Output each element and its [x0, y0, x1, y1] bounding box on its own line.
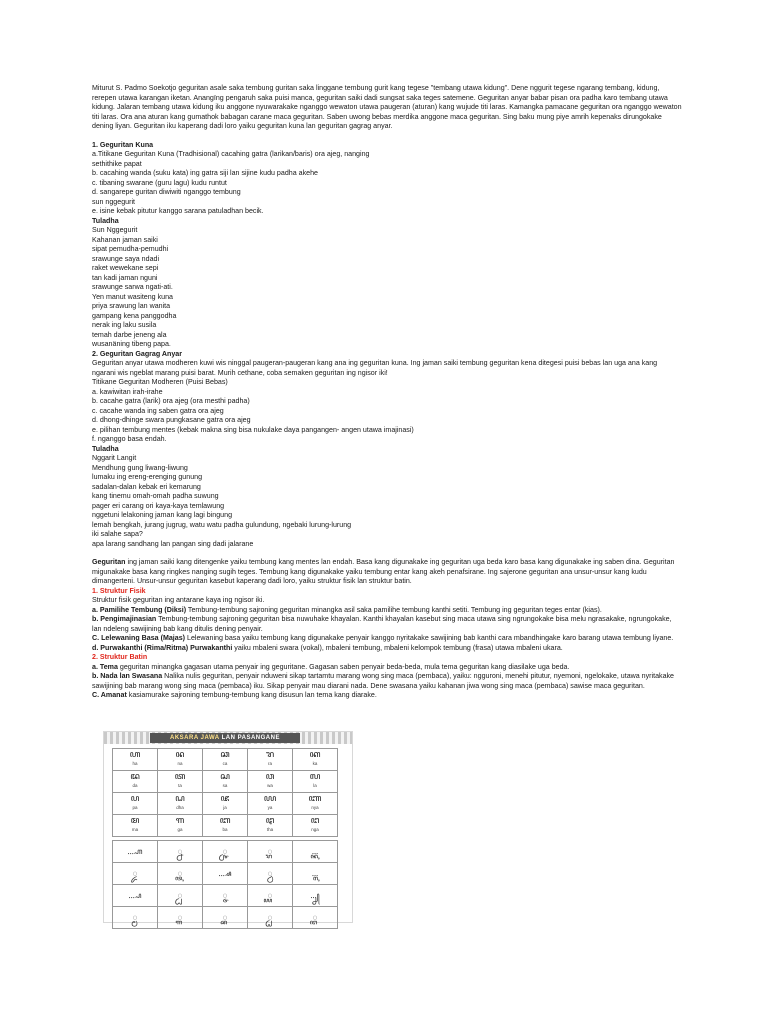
poem-line: Sun Nggegurit: [92, 226, 138, 234]
pasangan-cell: [203, 841, 248, 863]
pasangan-glyph: …꧀ꦲ: [127, 847, 143, 856]
aksara-cell: [158, 771, 203, 793]
aksara-cell: [248, 815, 293, 837]
aksara-latin: ra: [267, 761, 272, 766]
fisik-item: [92, 615, 682, 634]
aksara-glyph: ꦠ: [174, 772, 186, 782]
aksara-cell: [248, 793, 293, 815]
poem-line: wusanäning tibeng papa.: [92, 340, 171, 348]
poem-line: srawunge sarwa ngati-ati.: [92, 283, 173, 291]
aksara-glyph: ꦥ: [130, 794, 140, 804]
list-item: e. isine kebak pitutur kanggo sarana patuladhan becik.: [92, 207, 264, 215]
fisik-item: [92, 634, 682, 644]
item-text: Tembung-tembung sajroning geguritan minangka asil saka pamilihe tembung kanthi setiti. Tembung ing geguritan teges entar (kias).: [186, 605, 602, 614]
list-item: a. kawiwitan irah-irahe: [92, 387, 163, 396]
pasangan-glyph: ꧀ꦪ: [267, 891, 273, 900]
aksara-latin: tha: [266, 827, 274, 832]
batin-item: [92, 672, 682, 691]
pasangan-glyph: ꧀ꦤ: [177, 847, 183, 856]
item-text: Lelewaning basa yaiku tembung kang digunakake penyair kanggo nyritakake sawijining bab kanthi cara mbandhingake karo barang utawa tembung liyane.: [185, 634, 674, 642]
poem-anyar: [92, 454, 682, 549]
aksara-glyph: ꦮ: [265, 772, 275, 782]
definition-paragraph: [92, 558, 682, 587]
list-item: a.Titikane Geguritan Kuna (Tradhisional) cacahing gatra (larikan/baris) ora ajeg, nanging: [92, 150, 370, 158]
poem-line: sipat pemudha-pemudhi: [92, 245, 169, 253]
pasangan-cell: [158, 841, 203, 863]
poem-line: nggetuni lelakoning jaman kang lagi bingung: [92, 511, 233, 519]
aksara-glyph: ꦭ: [309, 772, 321, 782]
pasangan-glyph: …꧀ꦚ: [310, 891, 320, 900]
definition-term: Geguritan: [92, 558, 126, 566]
poem-line: kang tinemu omah-omah padha suwung: [92, 492, 219, 500]
poem-line: lumaku ing ereng-erenging gunung: [92, 473, 203, 481]
aksara-latin: la: [313, 783, 317, 788]
aksara-latin: ha: [132, 761, 138, 766]
list-item: f. nganggo basa endah.: [92, 435, 167, 443]
aksara-cell: [293, 749, 338, 771]
aksara-cell: [293, 771, 338, 793]
document-body: [92, 84, 682, 701]
section-heading-anyar: 2. Geguritan Gagrag Anyar: [92, 349, 183, 358]
item-term: d. Purwakanthi (Rima/Ritma) Purwakanthi: [92, 643, 233, 652]
poem-line: priya srawung lan wanita: [92, 302, 171, 310]
banner-highlight: AKSARA JAWA: [170, 735, 220, 741]
poem-line: Kahanan jaman saiki: [92, 235, 158, 244]
figure-banner: [150, 733, 300, 743]
aksara-cell: [203, 793, 248, 815]
aksara-cell: [293, 815, 338, 837]
aksara-table: [112, 748, 338, 837]
aksara-glyph: ꦱ: [220, 772, 230, 782]
item-text: geguritan minangka gagasan utama penyair ing geguritane. Gagasan saben penyair beda-beda, mula tema geguritan kang diasilake uga beda.: [117, 662, 570, 671]
aksara-latin: da: [132, 783, 138, 788]
item-term: a. Pamilihe Tembung (Diksi): [92, 605, 187, 614]
item-term: b. Pengimajinasian: [92, 615, 157, 623]
item-term: C. Amanat: [92, 691, 127, 699]
poem-line: srawunge saya ndadi: [92, 254, 160, 263]
banner-rest: LAN PASANGANE: [219, 735, 280, 741]
section-heading-batin: 2. Struktur Batin: [92, 653, 148, 661]
aksara-glyph: ꦢ: [130, 772, 140, 782]
pasangan-glyph: ꧀ꦫ: [267, 847, 273, 856]
pasangan-glyph: ꧀ꦗ: [222, 891, 228, 900]
item-text: Nalika nulis geguritan, penyair nduweni sikap tartamtu marang wong sing maca (pembaca), yaiku: ngguroni, menehi pitutur, nyemoni, ngelokake, utawa nyritakake sawijining bab marang wong sing maca (pembaca) iku. Sikap penyair mau diarani nada. Dene swasana yaiku kahanan jiwa wong sing maca (pembaca) sawise maca geguritan.: [92, 672, 675, 690]
aksara-latin: nga: [311, 827, 319, 832]
aksara-latin: na: [177, 761, 183, 766]
pasangan-glyph: ꧀ꦩ: [132, 913, 138, 922]
pasangan-cell: [203, 863, 248, 885]
poem-line: Yen manut wasiteng kuna: [92, 292, 173, 301]
item-term: b. Nada lan Swasana: [92, 672, 163, 680]
aksara-latin: sa: [222, 783, 228, 788]
pasangan-glyph: ꧀ꦢ: [132, 869, 138, 878]
aksara-glyph: ꦏ: [309, 750, 321, 760]
pasangan-cell: [113, 885, 158, 907]
item-term: C. Lelewaning Basa (Majas): [92, 634, 186, 642]
pasangan-cell: [203, 885, 248, 907]
aksara-glyph: ꦔ: [310, 816, 320, 826]
poem-line: temah darbe jeneng ala: [92, 330, 167, 339]
aksara-latin: dha: [176, 805, 184, 810]
poem-line: Nggarit Langit: [92, 454, 137, 462]
pasangan-cell: [248, 841, 293, 863]
aksara-latin: ma: [131, 827, 139, 832]
aksara-latin: wa: [267, 783, 273, 788]
pasangan-cell: [293, 863, 338, 885]
list-item: c. cacahe wanda ing saben gatra ora ajeg: [92, 406, 224, 415]
aksara-latin: nya: [311, 805, 319, 810]
aksara-latin: ca: [222, 761, 228, 766]
example-label: Tuladha: [92, 444, 119, 453]
item-term: a. Tema: [92, 662, 118, 671]
pasangan-cell: [113, 841, 158, 863]
fisik-item: [92, 644, 682, 654]
aksara-glyph: ꦤ: [175, 750, 185, 760]
intro-paragraph: Miturut S. Padmo Soekotjo geguritan asale saka tembung guritan saka linggane tembung gurit kang tegese "tembang utawa kidung". Dene nggurit tegese ngarang tembang, kidung, rerepen utawa karangan iketan. Anangïng pengaruh saka puisi manca, geguritan saiki dadi sungsat saka teges satemene. Geguritan anyar babar pisan ora padha karo tembang utawa kidung. Jalaran tembang utawa kidung iku anggone nyuwarakake nganggo wewaton utawa paugeran (aturan) kang wujude titi laras. Kamangka pamacane geguritan ora nganggo wewaton titi laras. Ora ana aturan kang gumathok babagan carane maca geguritan. Saben uwong bebas merdika anggone maca geguritan. Sing baku mung piye amrih kepenaks dirungokake dening liyan. Geguritan iku kaperang dadi loro yaiku geguritan kuna lan geguritan gagrag anyar.: [92, 84, 682, 130]
aksara-latin: ba: [222, 827, 228, 832]
definition-text: ing jaman saiki kang ditengenke yaiku tembung kang mentes lan endah. Basa kang digunakake ing geguritan uga beda karo basa kang digunakake ing saben dina. Geguritan migunakake basa kang ringkes nanging sugih teges. Tembung kang digunakake yaiku tembung entar kang akeh penafsirane. Ing sajerone geguritan ana unsur-unsur kang kudu dimangerteni. Unsur-unsur geguritan kasebut kaperang dadi loro, yaiku struktur fisik lan struktur batin.: [92, 558, 675, 585]
item-text: yaiku mbaleni swara (vokal), mbaleni tembung, mbaleni kelompok tembung (frasa) utawa mbaleni ukara.: [232, 643, 563, 652]
pasangan-cell: [158, 863, 203, 885]
pasangan-glyph: ꧀ꦧ: [222, 913, 228, 922]
pasangan-glyph: ꧀ꦝ: [177, 891, 183, 900]
aksara-latin: ya: [267, 805, 273, 810]
list-item: sethithike papat: [92, 159, 142, 168]
aksara-cell: [203, 815, 248, 837]
list-item: d. sangarepe guritan diwiwiti nganggo tembung: [92, 188, 241, 196]
aksara-glyph: ꦒ: [175, 816, 185, 826]
kuna-list: [92, 150, 682, 217]
item-text: Tembung-tembung sajroning geguritan bisa nuwuhake khayalan. Kanthi khayalan kasebut sing maca utawa sing ngrungokake bisa melu ngrasakake, ngrungokake, lan ndeleng sawijining bab kang ditulis dening penyair.: [92, 615, 672, 633]
aksara-cell: [113, 771, 158, 793]
pasangan-glyph: …꧀ꦭ: [311, 869, 319, 878]
aksara-cell: [248, 749, 293, 771]
anyar-intro: Geguritan anyar utawa modheren kuwi wis ninggal paugeran-paugeran kang ana ing geguritan kuna. Ing jaman saiki tembung geguritan kena ditegesi puisi bebas lan uga ana kang ngarani wis ngeblat marang puisi barat. Murih cethane, coba semaken geguritan ing ngisor iki!: [92, 359, 658, 377]
aksara-latin: ta: [178, 783, 182, 788]
list-item: Titikane Geguritan Modheren (Puisi Bebas): [92, 378, 228, 386]
aksara-glyph: ꦫ: [265, 750, 275, 760]
pasangan-glyph: ꧀ꦔ: [312, 913, 318, 922]
fisik-item: [92, 606, 682, 616]
item-text: kasiamurake sajroning tembung-tembung kang disusun lan tema kang diarake.: [126, 691, 377, 699]
poem-line: lemah bengkah, jurang jugrug, watu watu padha gulundung, ngebaki lurung-lurung: [92, 520, 352, 529]
poem-line: nerak ing laku susila: [92, 321, 157, 329]
pasangan-cell: [158, 907, 203, 929]
list-item: e. pilihan tembung mentes (kebak makna sing bisa nukulake daya pangangen- angen utawa imajinasi): [92, 425, 414, 434]
aksara-cell: [113, 749, 158, 771]
aksara-cell: [158, 793, 203, 815]
pasangan-glyph: ꧀ꦕ: [222, 847, 228, 856]
aksara-cell: [158, 815, 203, 837]
aksara-latin: pa: [132, 805, 138, 810]
aksara-cell: [293, 793, 338, 815]
aksara-latin: ka: [312, 761, 318, 766]
fisik-intro: Struktur fisik geguritan ing antarane kaya ing ngisor iki.: [92, 596, 265, 604]
section-heading-fisik: 1. Struktur Fisik: [92, 586, 146, 595]
pasangan-cell: [248, 907, 293, 929]
list-item: d. dhong-dhinge swara pungkasane gatra ora ajeg: [92, 416, 251, 424]
aksara-cell: [203, 749, 248, 771]
aksara-glyph: ꦲ: [129, 750, 141, 760]
poem-line: apa larang sandhang lan pangan sing dadi jalarane: [92, 539, 254, 548]
poem-line: iki salahe sapa?: [92, 530, 143, 538]
pasangan-cell: [248, 863, 293, 885]
aksara-glyph: ꦛ: [265, 816, 275, 826]
pasangan-cell: [113, 907, 158, 929]
list-item: sun nggegurit: [92, 197, 135, 206]
poem-line: tan kadi jaman nguni: [92, 273, 158, 282]
aksara-jawa-figure: [103, 731, 353, 923]
aksara-glyph: ꦩ: [130, 816, 140, 826]
batin-item: [92, 691, 682, 701]
pasangan-cell: [113, 863, 158, 885]
poem-line: raket wewekane sepi: [92, 264, 159, 272]
aksara-glyph: ꦪ: [263, 794, 277, 804]
aksara-glyph: ꦕ: [220, 750, 230, 760]
pasangan-cell: [158, 885, 203, 907]
pasangan-glyph: …꧀ꦥ: [128, 891, 142, 900]
aksara-cell: [203, 771, 248, 793]
pasangan-glyph: ꧀ꦠ: [177, 869, 183, 878]
list-item: c. tibaning swarane (guru lagu) kudu runtut: [92, 178, 227, 187]
aksara-glyph: ꦧ: [219, 816, 231, 826]
aksara-glyph: ꦗ: [220, 794, 230, 804]
pasangan-glyph: ꧀ꦛ: [267, 913, 273, 922]
aksara-latin: ga: [177, 827, 183, 832]
poem-kuna: [92, 226, 682, 350]
pasangan-table: [112, 840, 338, 929]
pasangan-cell: [293, 885, 338, 907]
section-heading-kuna: 1. Geguritan Kuna: [92, 140, 154, 149]
pasangan-cell: [248, 885, 293, 907]
spacer: [92, 132, 682, 141]
poem-line: Mendhung gung liwang-liwung: [92, 463, 188, 472]
aksara-cell: [158, 749, 203, 771]
batin-item: [92, 663, 682, 673]
aksara-cell: [113, 815, 158, 837]
pasangan-cell: [293, 907, 338, 929]
pasangan-glyph: …꧀ꦱ: [218, 869, 232, 878]
aksara-cell: [248, 771, 293, 793]
pasangan-glyph: ꧀ꦒ: [177, 913, 183, 922]
list-item: b. cacahing wanda (suku kata) ing gatra siji lan sijine kudu padha akehe: [92, 169, 318, 177]
poem-line: pager eri carang ori kaya-kaya temlawung: [92, 501, 225, 510]
pasangan-glyph: ꧀ꦮ: [267, 869, 273, 878]
poem-line: sadalan-dalan kebak eri kemarung: [92, 482, 201, 491]
example-label: Tuladha: [92, 216, 119, 225]
aksara-glyph: ꦚ: [308, 794, 322, 804]
anyar-list: [92, 378, 682, 445]
aksara-latin: ja: [223, 805, 227, 810]
aksara-cell: [113, 793, 158, 815]
aksara-glyph: ꦝ: [175, 794, 185, 804]
poem-line: gampang kena panggodha: [92, 311, 177, 320]
list-item: b. cacahe gatra (larik) ora ajeg (ora mesthi padha): [92, 397, 250, 405]
pasangan-cell: [203, 907, 248, 929]
pasangan-cell: [293, 841, 338, 863]
pasangan-glyph: …꧀ꦏ: [311, 847, 319, 856]
spacer: [92, 549, 682, 558]
